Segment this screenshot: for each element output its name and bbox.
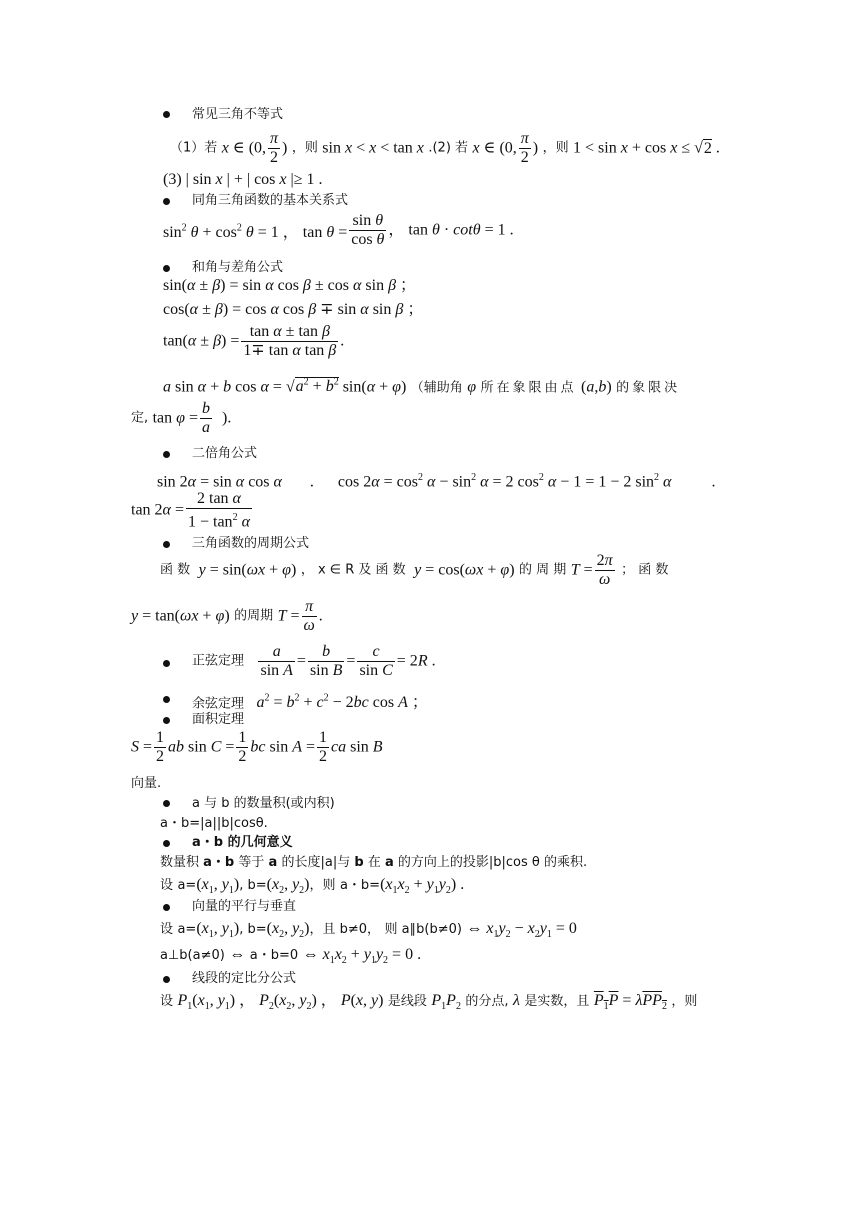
fraction: $\frac{1}{2}$ [238, 729, 247, 765]
perpendicular-condition: a⊥b(a≠0) ⇔ a・b=0 ⇔ $x_1x_2 + y_1y_2 = 0$ . [160, 946, 422, 967]
inequality-line-3: (3) | sin x | + | cos x |≥ 1 . [163, 171, 323, 188]
fraction: $\frac{1}{2}$ [156, 729, 165, 765]
sum-sin-formula: sin(α ± β) = sin α cos β ± cos α sin β ； [163, 277, 417, 294]
bullet [163, 111, 170, 118]
fraction: $\frac{\pi}{\omega}$ [303, 598, 315, 634]
heading-area: 面积定理 [192, 712, 245, 727]
double-angle-tan: tan 2α = $\frac{\text{2 tan α}}{1 - \tan^2 \alpha}$ [131, 490, 250, 531]
vector-label: 向量. [131, 776, 162, 791]
inequality-line-1: （1）若 x ∈ (0, $\frac{\pi}{2}$ ) ，则 sin x < x < tan x .(2) 若 x ∈ (0, $\frac{\pi}{2}$ ) ，则 1 < sin x + cos x ≤ √2 . [170, 130, 720, 166]
fraction: $\frac{b}{a}$ [202, 400, 211, 436]
fraction: $\frac{a}{\text{sin A}}$ [260, 643, 293, 679]
fraction: $\frac{\text{sin θ}}{\text{cos θ}}$ [351, 212, 385, 248]
period-line-1: 函 数 y = sin(ωx + φ) ， x ∈ R 及 函 数 y = cos(ωx + φ) 的 周 期 T = $\frac{2\pi}{\omega}$ ； 函 数 [160, 552, 669, 588]
heading-trig-inequalities: 常见三角不等式 [192, 107, 284, 122]
law-of-sines: 正弦定理 $\frac{a}{\text{sin A}}$ = $\frac{b}{\text{sin B}}$ = $\frac{c}{\text{sin C}}$ = 2R . [192, 643, 436, 679]
sum-tan-formula: tan(α ± β) = $\frac{\text{tan α ± tan β}}{\text{1∓ tan α tan β}}$ . [163, 323, 345, 359]
parallel-condition: 设 $a=(x_1$, $y_1$), $b=(x_2$, $y_2$)，且 b≠0， 则 a∥b(b≠0) ⇔ $x_1y_2 - x_2y_1 = 0$ [160, 920, 577, 941]
fraction: $\frac{\text{2 tan α}}{1 - \tan^2 \alpha}$ [187, 490, 250, 531]
bullet [163, 541, 170, 548]
fraction: $\frac{b}{\text{sin B}}$ [309, 643, 343, 679]
bullet [163, 198, 170, 205]
basic-relations-formula: $\sin^2 \theta + \cos^2 \theta = 1$ ， tan θ = $\frac{\text{sin θ}}{\text{cos θ}}$ ， tan θ · cotθ = 1 . [163, 212, 514, 248]
geometric-meaning-desc: 数量积 a・b 等于 a 的长度|a|与 b 在 a 的方向上的投影|b|cos θ 的乘积. [160, 855, 588, 870]
bullet [163, 904, 170, 911]
law-of-cosines: 余弦定理 $a^2 = b^2 + c^2 - 2bc$ cos A ； [192, 693, 428, 712]
fraction: $\frac{\pi}{2}$ [270, 130, 279, 166]
heading-sum-difference: 和角与差角公式 [192, 260, 284, 275]
bullet [163, 265, 170, 272]
fraction: $\frac{2\pi}{\omega}$ [596, 552, 613, 588]
section-formula-desc: 设 $P_1(x_1$, $y_1$) ， $P_2(x_2$, $y_2$) ， P(x, y) 是线段 $P_1P_2$ 的分点, λ 是实数，且 $P_1P = \lambda PP_2$ ，则 [160, 992, 698, 1013]
bullet [163, 660, 170, 667]
heading-parallel-perpendicular: 向量的平行与垂直 [192, 899, 297, 914]
area-formula: S = $\frac{1}{2}$ ab sin C = $\frac{1}{2}$ bc sin A = $\frac{1}{2}$ ca sin B [131, 729, 383, 765]
heading-double-angle: 二倍角公式 [192, 446, 258, 461]
heading-section-formula: 线段的定比分公式 [192, 971, 297, 986]
fraction: $\frac{\text{tan α ± tan β}}{\text{1∓ tan α tan β}}$ [243, 323, 337, 359]
period-line-2: y = tan(ωx + φ) 的周期 T = $\frac{\pi}{\omega}$ . [131, 598, 323, 634]
bullet [163, 696, 170, 703]
bullet [163, 976, 170, 983]
sum-cos-formula: cos(α ± β) = cos α cos β ∓ sin α sin β ； [163, 301, 424, 318]
fraction: $\frac{\pi}{2}$ [520, 130, 529, 166]
auxiliary-angle-cont: 定, tan φ = $\frac{b}{a}$ ). [131, 400, 232, 436]
bullet [163, 840, 170, 847]
dot-product-formula: a・b=|a||b|cosθ. [160, 816, 268, 831]
bullet [163, 717, 170, 724]
fraction: $\frac{1}{2}$ [319, 729, 327, 765]
dot-product-coords: 设 $a=(x_1$, $y_1$), $b=(x_2$, $y_2$)，则 a・$b=(x_1x_2 + y_1y_2)$ . [160, 876, 465, 897]
fraction: $\frac{c}{\text{sin C}}$ [359, 643, 393, 679]
double-angle-sin-cos: sin 2α = sin α cos α . $\cos 2\alpha = \cos^2 \alpha - \sin^2 \alpha = 2$ $\cos^2 \alpha - 1 = 1 - 2$ $\sin^2 \alpha$ . [157, 472, 716, 491]
auxiliary-angle-formula: a sin α + b $\cos \alpha = √a^2 + b^2$ sin(α + φ) （辅助角 φ 所在象限由点 (a,b) 的象限决 [163, 377, 681, 396]
heading-basic-relations: 同角三角函数的基本关系式 [192, 193, 349, 208]
heading-geometric-meaning: a・b 的几何意义 [192, 835, 293, 850]
bullet [163, 451, 170, 458]
bullet [163, 800, 170, 807]
heading-dot-product: a 与 b 的数量积(或内积) [192, 796, 335, 811]
heading-period: 三角函数的周期公式 [192, 536, 310, 551]
